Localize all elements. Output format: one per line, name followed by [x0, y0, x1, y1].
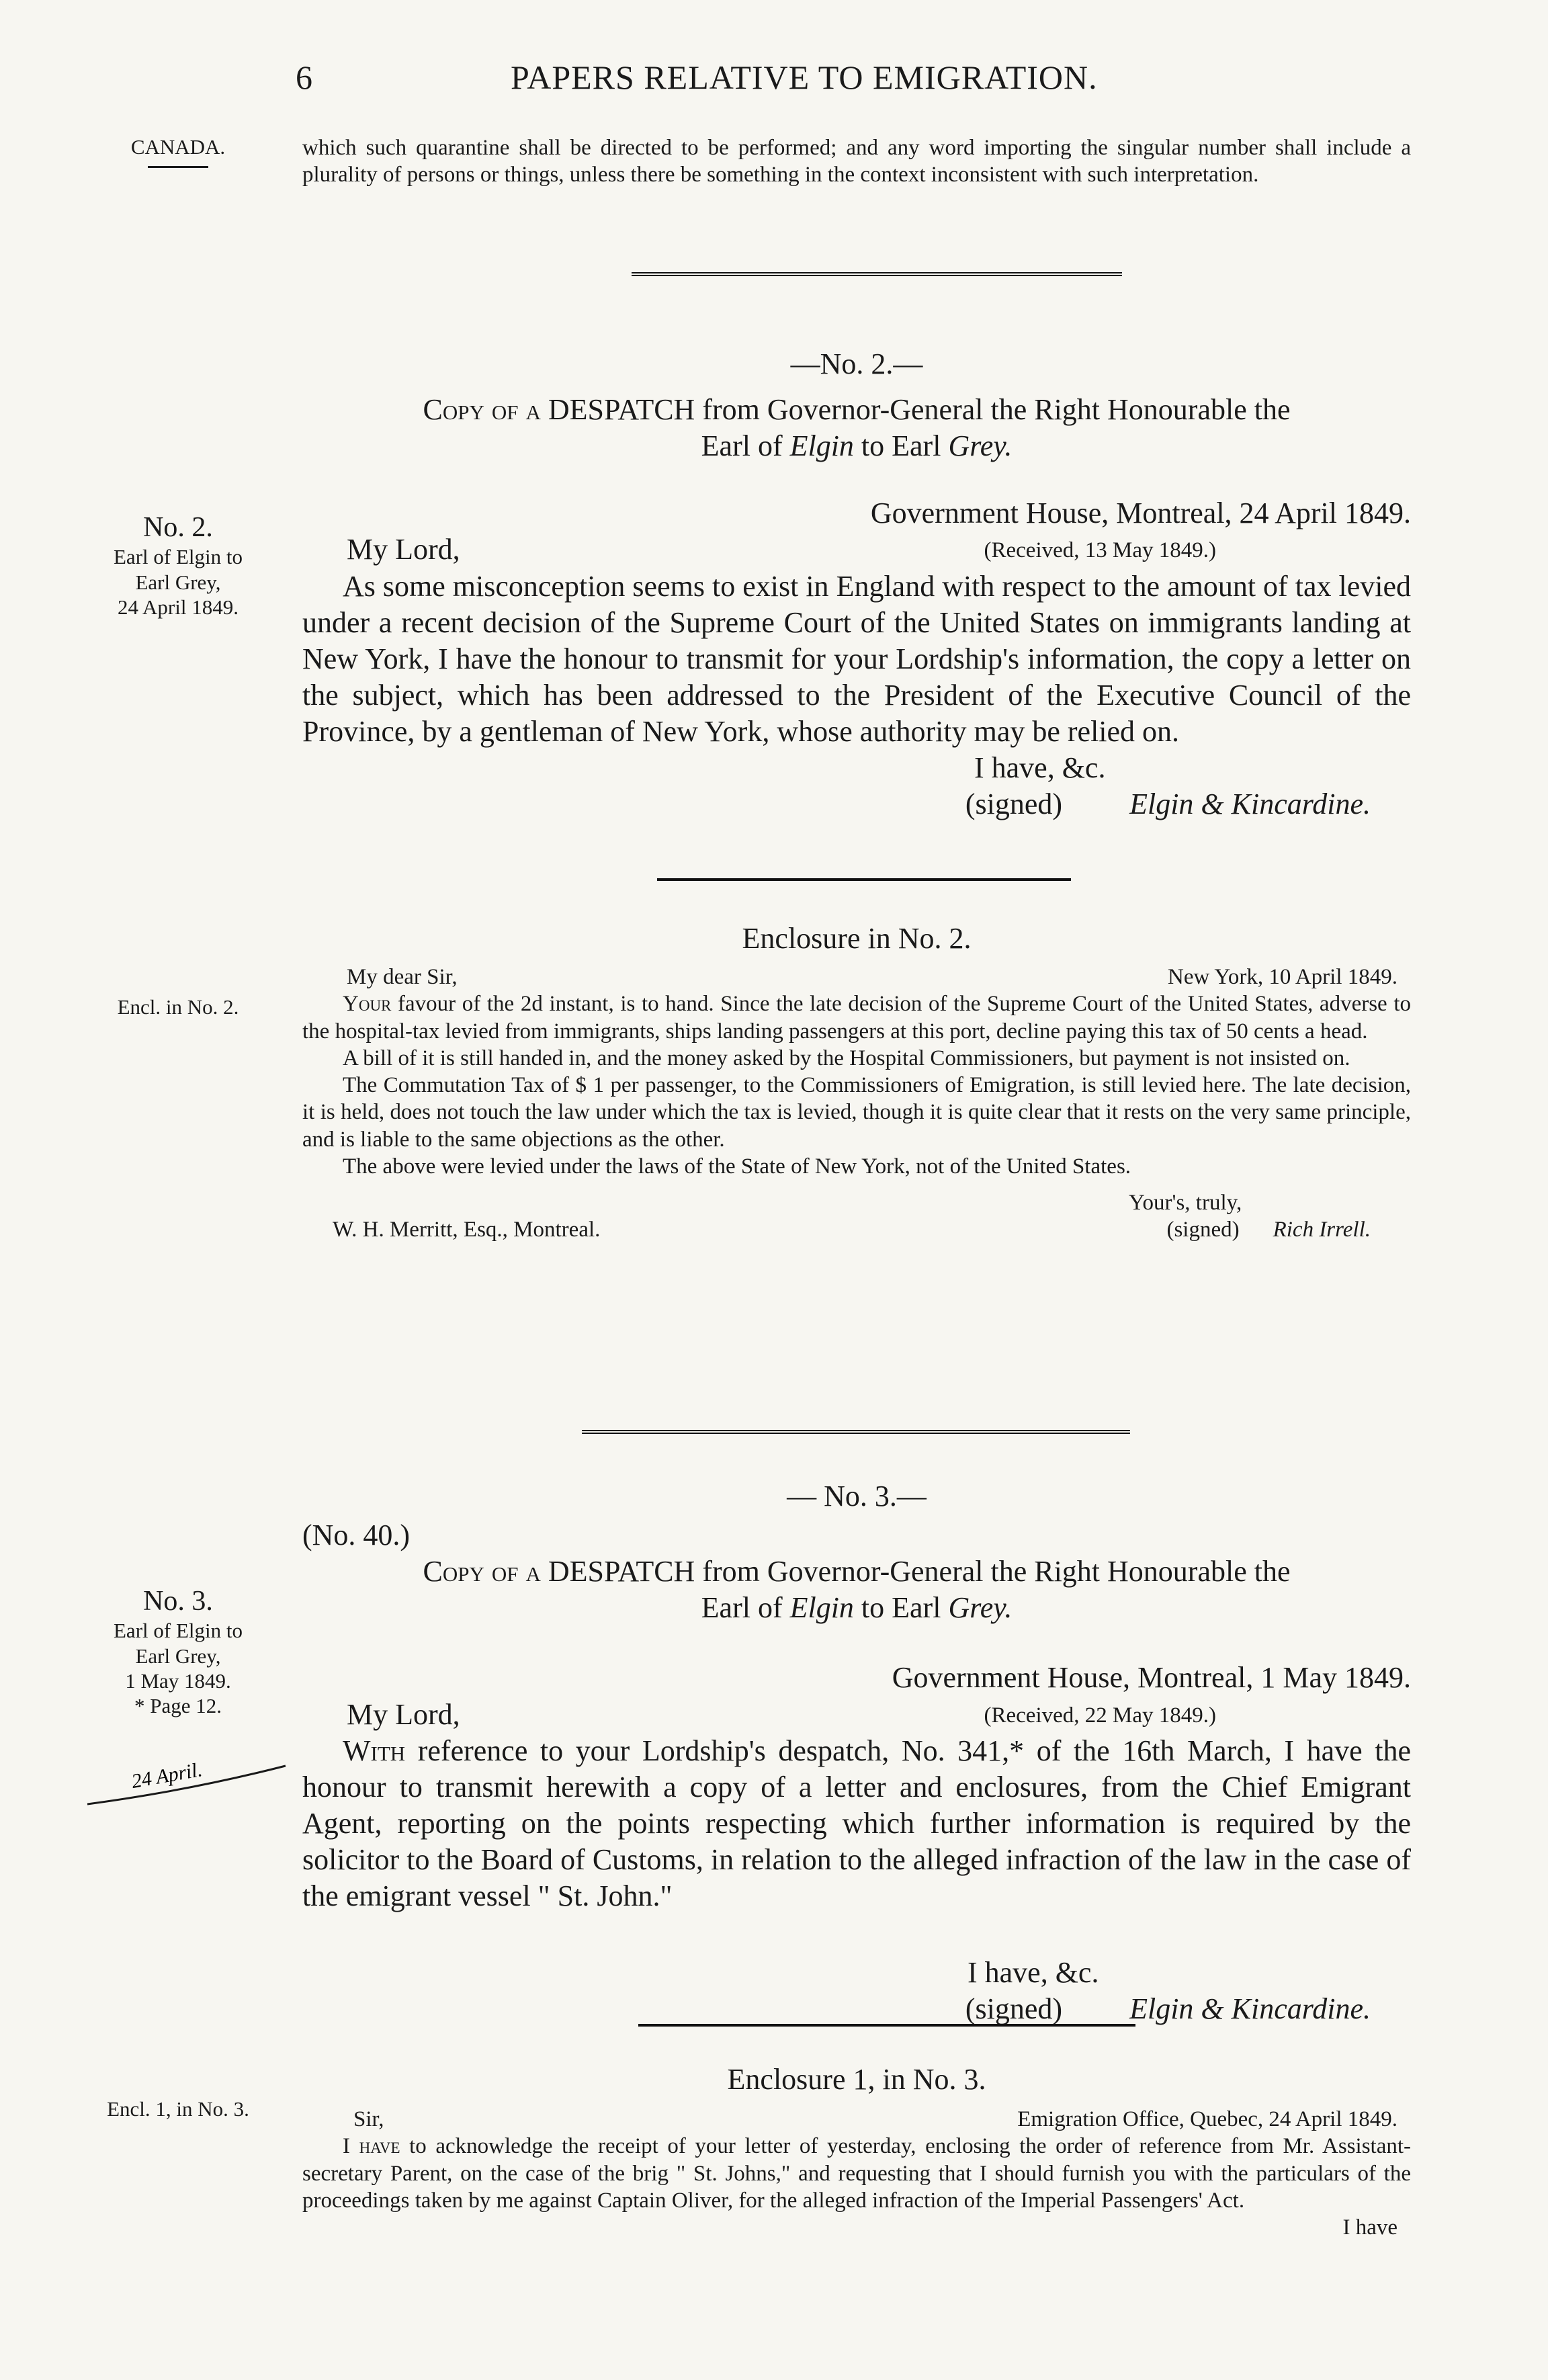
first-word: Your: [343, 992, 392, 1017]
no3-closing: I have, &c.: [968, 1956, 1099, 1990]
margin-encl-no2: [74, 994, 282, 1019]
no2-heading: —No. 2.—: [790, 347, 923, 380]
enc-no2-p3: The Commutation Tax of $ 1 per passenger, to the Commissioners of Emigration, is still levied here. The late decision, it is held, does not touch the law under which the tax is levied, though it is quite clear that it rests on the very same principle, and is liable to the same objections as the other.: [302, 1073, 1411, 1152]
no2-title: [302, 392, 1411, 428]
margin-no2-line: Earl of Elgin to: [114, 545, 243, 569]
paragraph-text: favour of the 2d instant, is to hand. Since the late decision of the Supreme Court of the United States, adverse to the hospital-tax levied from immigrants, ships landing passengers at this port, decline paying this tax of 50 cents a head.: [302, 992, 1411, 1044]
no2-signed: (signed): [965, 788, 1063, 821]
margin-dash: [148, 166, 208, 168]
margin-no3-line: 1 May 1849.: [125, 1668, 231, 1693]
no2-section: [302, 346, 1411, 822]
margin-no2-line: Earl Grey,: [135, 570, 221, 594]
title-prefix: Copy of a: [423, 393, 548, 427]
enc-no2-addressee: W. H. Merritt, Esq., Montreal.: [333, 1218, 601, 1242]
enc-no2-heading: Enclosure in No. 2.: [742, 922, 972, 955]
no3-body: [302, 1733, 1411, 1915]
enc1-no3-salutation-row: [302, 2106, 1411, 2133]
title-prefix: Copy of a: [423, 1555, 548, 1588]
enc1-no3-salutation: Sir,: [353, 2107, 384, 2132]
enc-no2-salutation-row: [302, 964, 1411, 990]
intro-paragraph: [302, 134, 1411, 189]
enc-no2-place-date: New York, 10 April 1849.: [1168, 965, 1398, 990]
enc-no2-salutation: My dear Sir,: [347, 965, 458, 990]
margin-encl-no2-label: Encl. in No. 2.: [117, 995, 239, 1019]
enc1-no3-heading: Enclosure 1, in No. 3.: [727, 2063, 986, 2096]
no3-signed: (signed): [965, 1992, 1063, 2026]
handwritten-note-text: 24 April.: [130, 1758, 204, 1793]
page-number: 6: [296, 58, 313, 96]
no2-title-line2: [302, 428, 1411, 464]
title-line2-b: to Earl: [853, 429, 949, 463]
title-elgin: Elgin: [789, 1591, 854, 1625]
page-title: PAPERS RELATIVE TO EMIGRATION.: [511, 58, 1098, 96]
margin-encl1-no3: [74, 2096, 282, 2121]
margin-no3-page-ref: * Page 12.: [134, 1693, 222, 1717]
enc1-no3-section: [302, 2062, 1411, 2241]
margin-encl1-no3-label: Encl. 1, in No. 3.: [107, 2097, 249, 2121]
margin-no3: [74, 1584, 282, 1718]
title-line2-a: Earl of: [701, 429, 790, 463]
no2-closing: I have, &c.: [974, 751, 1106, 785]
margin-no2: [74, 511, 282, 620]
no3-heading: — No. 3.—: [787, 1480, 927, 1513]
title-line2-a: Earl of: [701, 1591, 790, 1625]
margin-no3-line: Earl Grey,: [135, 1644, 221, 1668]
enc-no2-section: [302, 921, 1411, 1244]
no2-signature-row: [302, 786, 1411, 822]
title-line2-b: to Earl: [853, 1591, 949, 1625]
enc-no2-signed: (signed): [1166, 1218, 1240, 1242]
title-elgin: Elgin: [789, 429, 854, 463]
no3-title-line2: [302, 1590, 1411, 1626]
enc1-no3-place-date: Emigration Office, Quebec, 24 April 1849.: [1017, 2107, 1398, 2132]
enc-no2-signature-row: [302, 1216, 1411, 1243]
enc-no2-p1: [302, 990, 1411, 1045]
margin-canada: [74, 134, 282, 175]
margin-canada-label: CANADA.: [130, 135, 226, 159]
first-word: I have: [343, 2134, 400, 2159]
section-rule: [582, 1430, 1130, 1434]
section-rule: [657, 878, 1071, 881]
margin-no3-line: Earl of Elgin to: [114, 1619, 243, 1643]
title-grey: Grey.: [948, 1591, 1013, 1625]
no2-received: (Received, 13 May 1849.): [984, 538, 1216, 563]
no3-number: (No. 40.): [302, 1519, 411, 1552]
no3-place-date: Government House, Montreal, 1 May 1849.: [892, 1661, 1411, 1695]
paragraph-text: reference to your Lordship's despatch, No. 341,* of the 16th March, I have the honour to transmit herewith a copy of a letter and enclosures, from the Chief Emigrant Agent, reporting on the points respecting which further information is required by the solicitor to the Board of Customs, in relation to the alleged infraction of the law in the case of the emigrant vessel " St. John.": [302, 1734, 1411, 1913]
no3-signature: Elgin & Kincardine.: [1129, 1992, 1371, 2026]
handwritten-note: [87, 1734, 296, 1814]
margin-no2-line: 24 April 1849.: [118, 595, 239, 619]
no3-title: [302, 1554, 1411, 1590]
no3-salutation: My Lord,: [347, 1697, 460, 1731]
no2-salutation-row: [302, 532, 1411, 568]
margin-no3-title: No. 3.: [143, 1586, 213, 1617]
title-rest: from Governor-General the Right Honourable the: [695, 393, 1291, 427]
title-rest: from Governor-General the Right Honourable the: [695, 1555, 1291, 1588]
catchword: I have: [1342, 2215, 1398, 2240]
enc-no2-signature: Rich Irrell.: [1273, 1218, 1371, 1242]
title-despatch: DESPATCH: [548, 393, 695, 427]
no2-salutation: My Lord,: [347, 533, 460, 566]
enc1-no3-p1: [302, 2133, 1411, 2214]
no2-signature: Elgin & Kincardine.: [1129, 788, 1371, 821]
section-rule: [638, 2024, 1135, 2027]
enc-no2-closing: Your's, truly,: [1129, 1191, 1242, 1216]
section-rule: [632, 272, 1122, 276]
margin-no2-title: No. 2.: [143, 512, 213, 543]
no3-received: (Received, 22 May 1849.): [984, 1703, 1216, 1728]
no2-body: As some misconception seems to exist in England with respect to the amount of tax levied under a recent decision of the Supreme Court of the United States on immigrants landing at New York, I have the honour to transmit for your Lordship's information, the copy a letter on the subject, which has been addressed to the President of the Executive Council of the Province, by a gentleman of New York, whose authority may be relied on.: [302, 569, 1411, 748]
no2-place-date: Government House, Montreal, 24 April 1849.: [870, 497, 1411, 530]
title-grey: Grey.: [948, 429, 1013, 463]
enc-no2-p4: The above were levied under the laws of the State of New York, not of the United States.: [343, 1154, 1131, 1179]
intro-text: which such quarantine shall be directed to be performed; and any word importing the singular number shall include a plurality of persons or things, unless there be something in the context inconsistent with such interpretation.: [302, 136, 1411, 187]
no3-section: [302, 1478, 1411, 2027]
first-word: With: [343, 1734, 406, 1767]
enc-no2-signature-block: [1166, 1216, 1411, 1243]
enc-no2-p2: A bill of it is still handed in, and the money asked by the Hospital Commissioners, but payment is not insisted on.: [343, 1046, 1350, 1070]
title-despatch: DESPATCH: [548, 1555, 695, 1588]
paragraph-text: to acknowledge the receipt of your letter of yesterday, enclosing the order of reference from Mr. Assistant-secretary Parent, on the case of the brig " St. Johns," and requesting that I should furnish you with the particulars of the proceedings taken by me against Captain Oliver, for the alleged infraction of the Imperial Passengers' Act.: [302, 2134, 1412, 2213]
no3-signature-row: [302, 1991, 1411, 2027]
no3-salutation-row: [302, 1697, 1411, 1733]
